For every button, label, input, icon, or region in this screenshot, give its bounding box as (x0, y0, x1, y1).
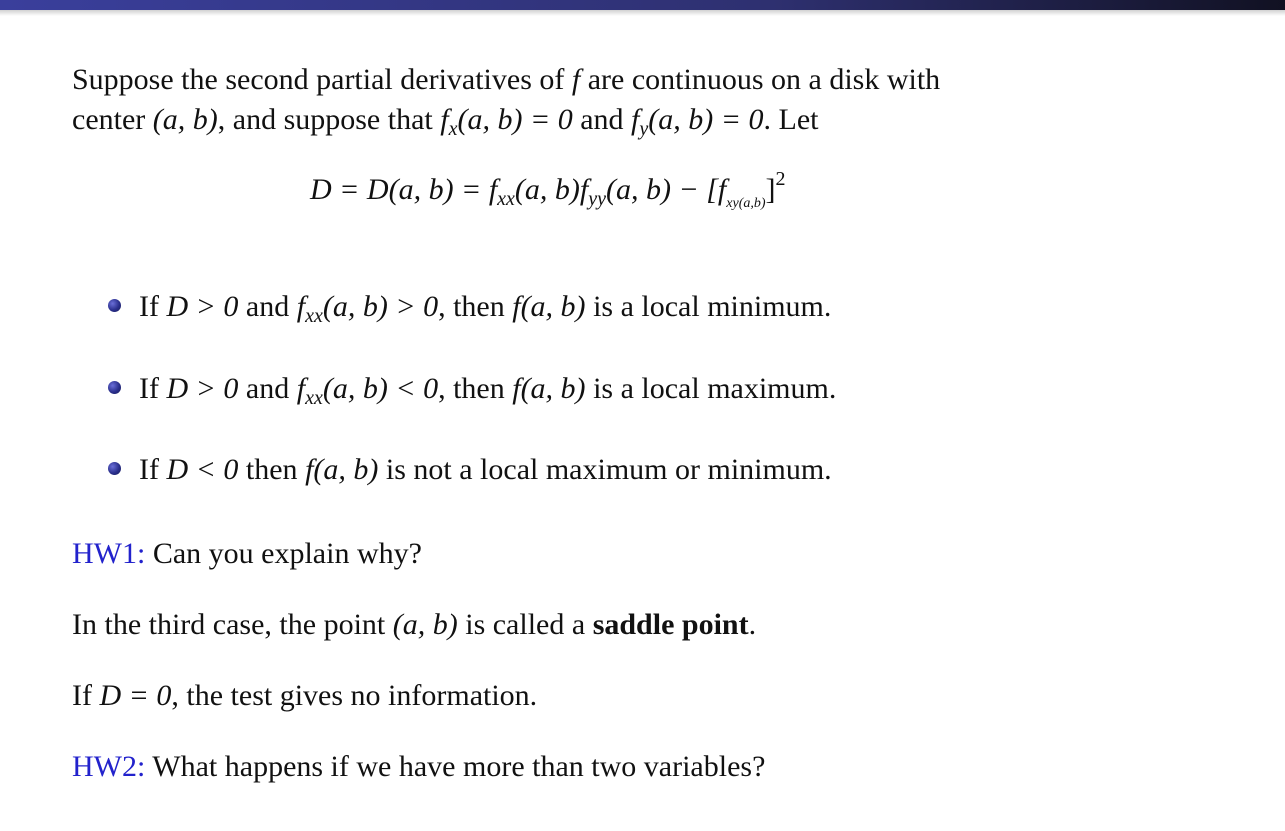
saddle-point-line: In the third case, the point (a, b) is called a saddle point. (72, 608, 757, 641)
top-title-bar (0, 0, 1285, 10)
bullet-icon (108, 462, 121, 475)
list-item-local-minimum: If D > 0 and $f_{xx}(a$, b) > 0, then f(a, b) is a local minimum. (108, 290, 831, 328)
intro-line-1: Suppose the second partial derivatives of f are continuous on a disk with (72, 63, 941, 96)
zero-case-line: If D = 0, the test gives no information. (72, 679, 538, 712)
hw1-line: HW1: Can you explain why? (72, 537, 422, 570)
intro-line-2: center (a, b), and suppose that $f_x(a$, b) = 0 and $f_y(a$, b) = 0. Let (72, 103, 819, 140)
bullet-icon (108, 299, 121, 312)
list-item-local-maximum: If D > 0 and $f_{xx}(a$, b) < 0, then f(a, b) is a local maximum. (108, 372, 836, 410)
bullet-icon (108, 381, 121, 394)
hw1-label: HW1: (72, 537, 146, 570)
discriminant-equation: D = D(a, $b) = f_{xx}(a$, $b)f_{yy}(a$, $b) - [f_{xy(a,b)}]^2$ (310, 168, 786, 211)
hw2-line: HW2: What happens if we have more than two variables? (72, 750, 766, 783)
list-item-saddle: If D < 0 then f(a, b) is not a local maximum or minimum. (108, 453, 832, 487)
hw2-label: HW2: (72, 750, 146, 783)
